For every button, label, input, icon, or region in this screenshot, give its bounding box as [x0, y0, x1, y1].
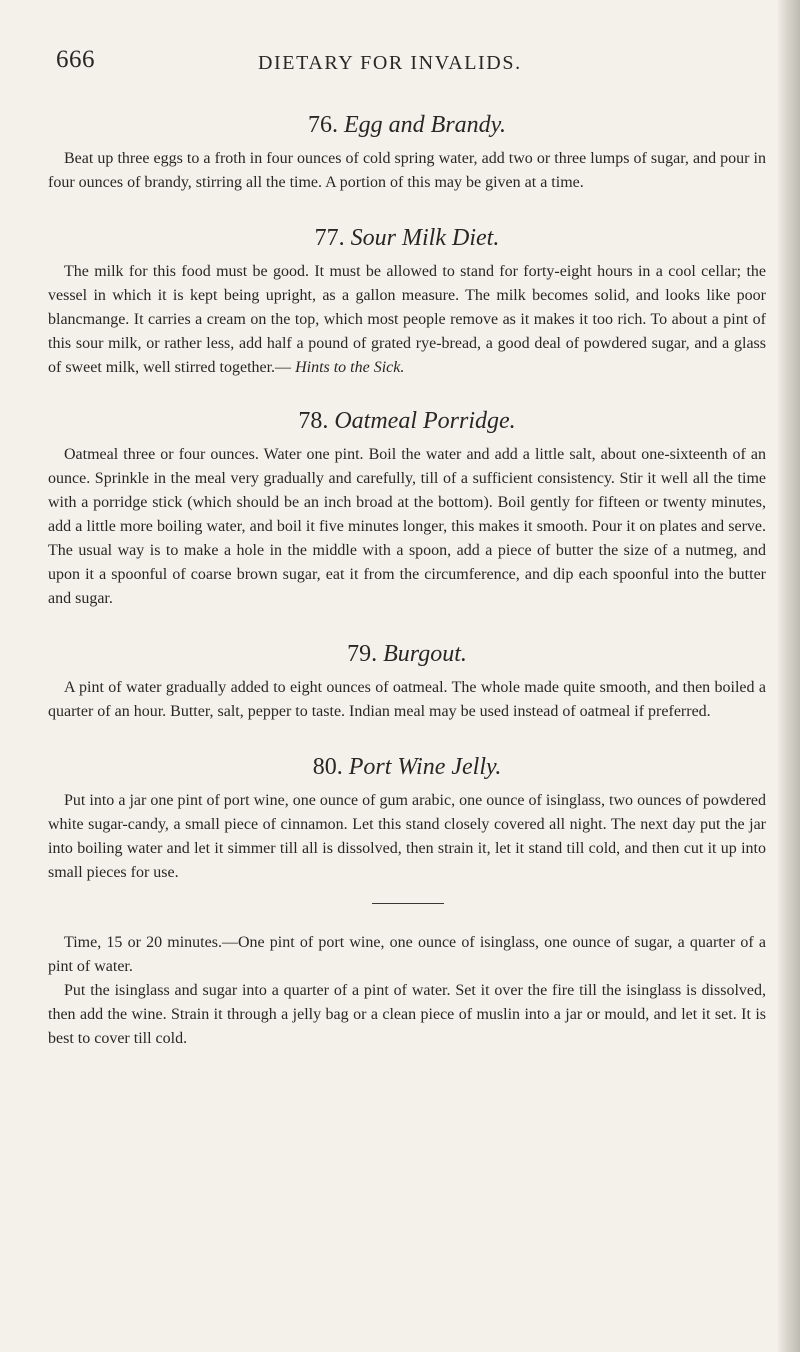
recipe-name: Sour Milk Diet. — [350, 225, 500, 251]
recipe-name: Port Wine Jelly. — [348, 754, 502, 780]
running-head: DIETARY FOR INVALIDS. — [258, 52, 522, 74]
recipe-title — [48, 641, 766, 668]
recipe-text — [48, 260, 766, 380]
recipe-80 — [48, 754, 766, 885]
recipe-text: A pint of water gradually added to eight ounces of oatmeal. The whole made quite smooth, and then boiled a quarter of an hour. Butter, salt, pepper to taste. Indian meal may be used instead of oatmeal if preferred. — [48, 679, 766, 720]
section-divider — [48, 885, 766, 931]
recipe-number: 78. — [298, 408, 329, 434]
recipe-76 — [48, 112, 766, 195]
page-number: 666 — [56, 46, 95, 73]
divider-rule — [372, 903, 444, 904]
recipe-title — [48, 112, 766, 139]
method-text: Put the isinglass and sugar into a quarter of a pint of water. Set it over the fire till the isinglass is dissolved, then add the wine. Strain it through a jelly bag or a clean piece of muslin into a jar or mould, and let it set. It is best to cover till cold. — [48, 982, 766, 1047]
recipe-text-body: The milk for this food must be good. It must be allowed to stand for forty-eight hours in a cool cellar; the vessel in which it is kept being upright, as a gallon measure. The milk becomes solid, and looks like poor blancmange. It carries a cream on the top, which most people remove as it makes it too rich. To about a pint of this sour milk, or rather less, add half a pound of grated rye-bread, a good deal of powdered sugar, and a glass of sweet milk, well stirred together.— — [48, 263, 766, 376]
recipe-name: Burgout. — [383, 641, 467, 667]
recipe-title — [48, 225, 766, 252]
recipe-text: Oatmeal three or four ounces. Water one pint. Boil the water and add a little salt, about one-sixteenth of an ounce. Sprinkle in the meal very gradually and carefully, till of a sufficient consistency. Stir it well all the time with a porridge stick (which should be an inch broad at the bottom). Boil gently for fifteen or twenty minutes, add a little more boiling water, and boil it five minutes longer, this makes it smooth. Pour it on plates and serve. The usual way is to make a hole in the middle with a spoon, add a piece of butter the size of a nutmeg, and upon it a spoonful of coarse brown sugar, eat it from the circumference, and dip each spoonful into the butter and sugar. — [48, 446, 766, 607]
recipe-name: Oatmeal Porridge. — [334, 408, 516, 434]
recipe-number: 76. — [308, 112, 338, 138]
page-header — [0, 46, 780, 86]
recipe-text: Put into a jar one pint of port wine, one ounce of gum arabic, one ounce of isinglass, two ounces of powdered white sugar-candy, a small piece of cinnamon. Let this stand closely covered all night. The next day put the jar into boiling water and let it simmer till all is dissolved, then strain it, let it stand till cold, and then cut it up into small pieces for use. — [48, 792, 766, 881]
page-body — [48, 112, 766, 1051]
recipe-number: 77. — [314, 225, 345, 251]
recipe-number: 80. — [312, 754, 343, 780]
recipe-79 — [48, 641, 766, 724]
recipe-77 — [48, 225, 766, 380]
source-citation: Hints to the Sick. — [295, 359, 405, 376]
recipe-title — [48, 754, 766, 781]
recipe-text: Beat up three eggs to a froth in four ounces of cold spring water, add two or three lumps of sugar, and pour in four ounces of brandy, stirring all the time. A portion of this may be given at a time. — [48, 150, 766, 191]
recipe-number: 79. — [347, 641, 378, 667]
recipe-title — [48, 408, 766, 435]
time-line: Time, 15 or 20 minutes.—One pint of port wine, one ounce of isinglass, one ounce of sugar, a quarter of a pint of water. — [48, 934, 766, 975]
page-edge-shadow — [778, 0, 800, 1352]
recipe-78 — [48, 408, 766, 611]
recipe-name: Egg and Brandy. — [344, 112, 506, 138]
